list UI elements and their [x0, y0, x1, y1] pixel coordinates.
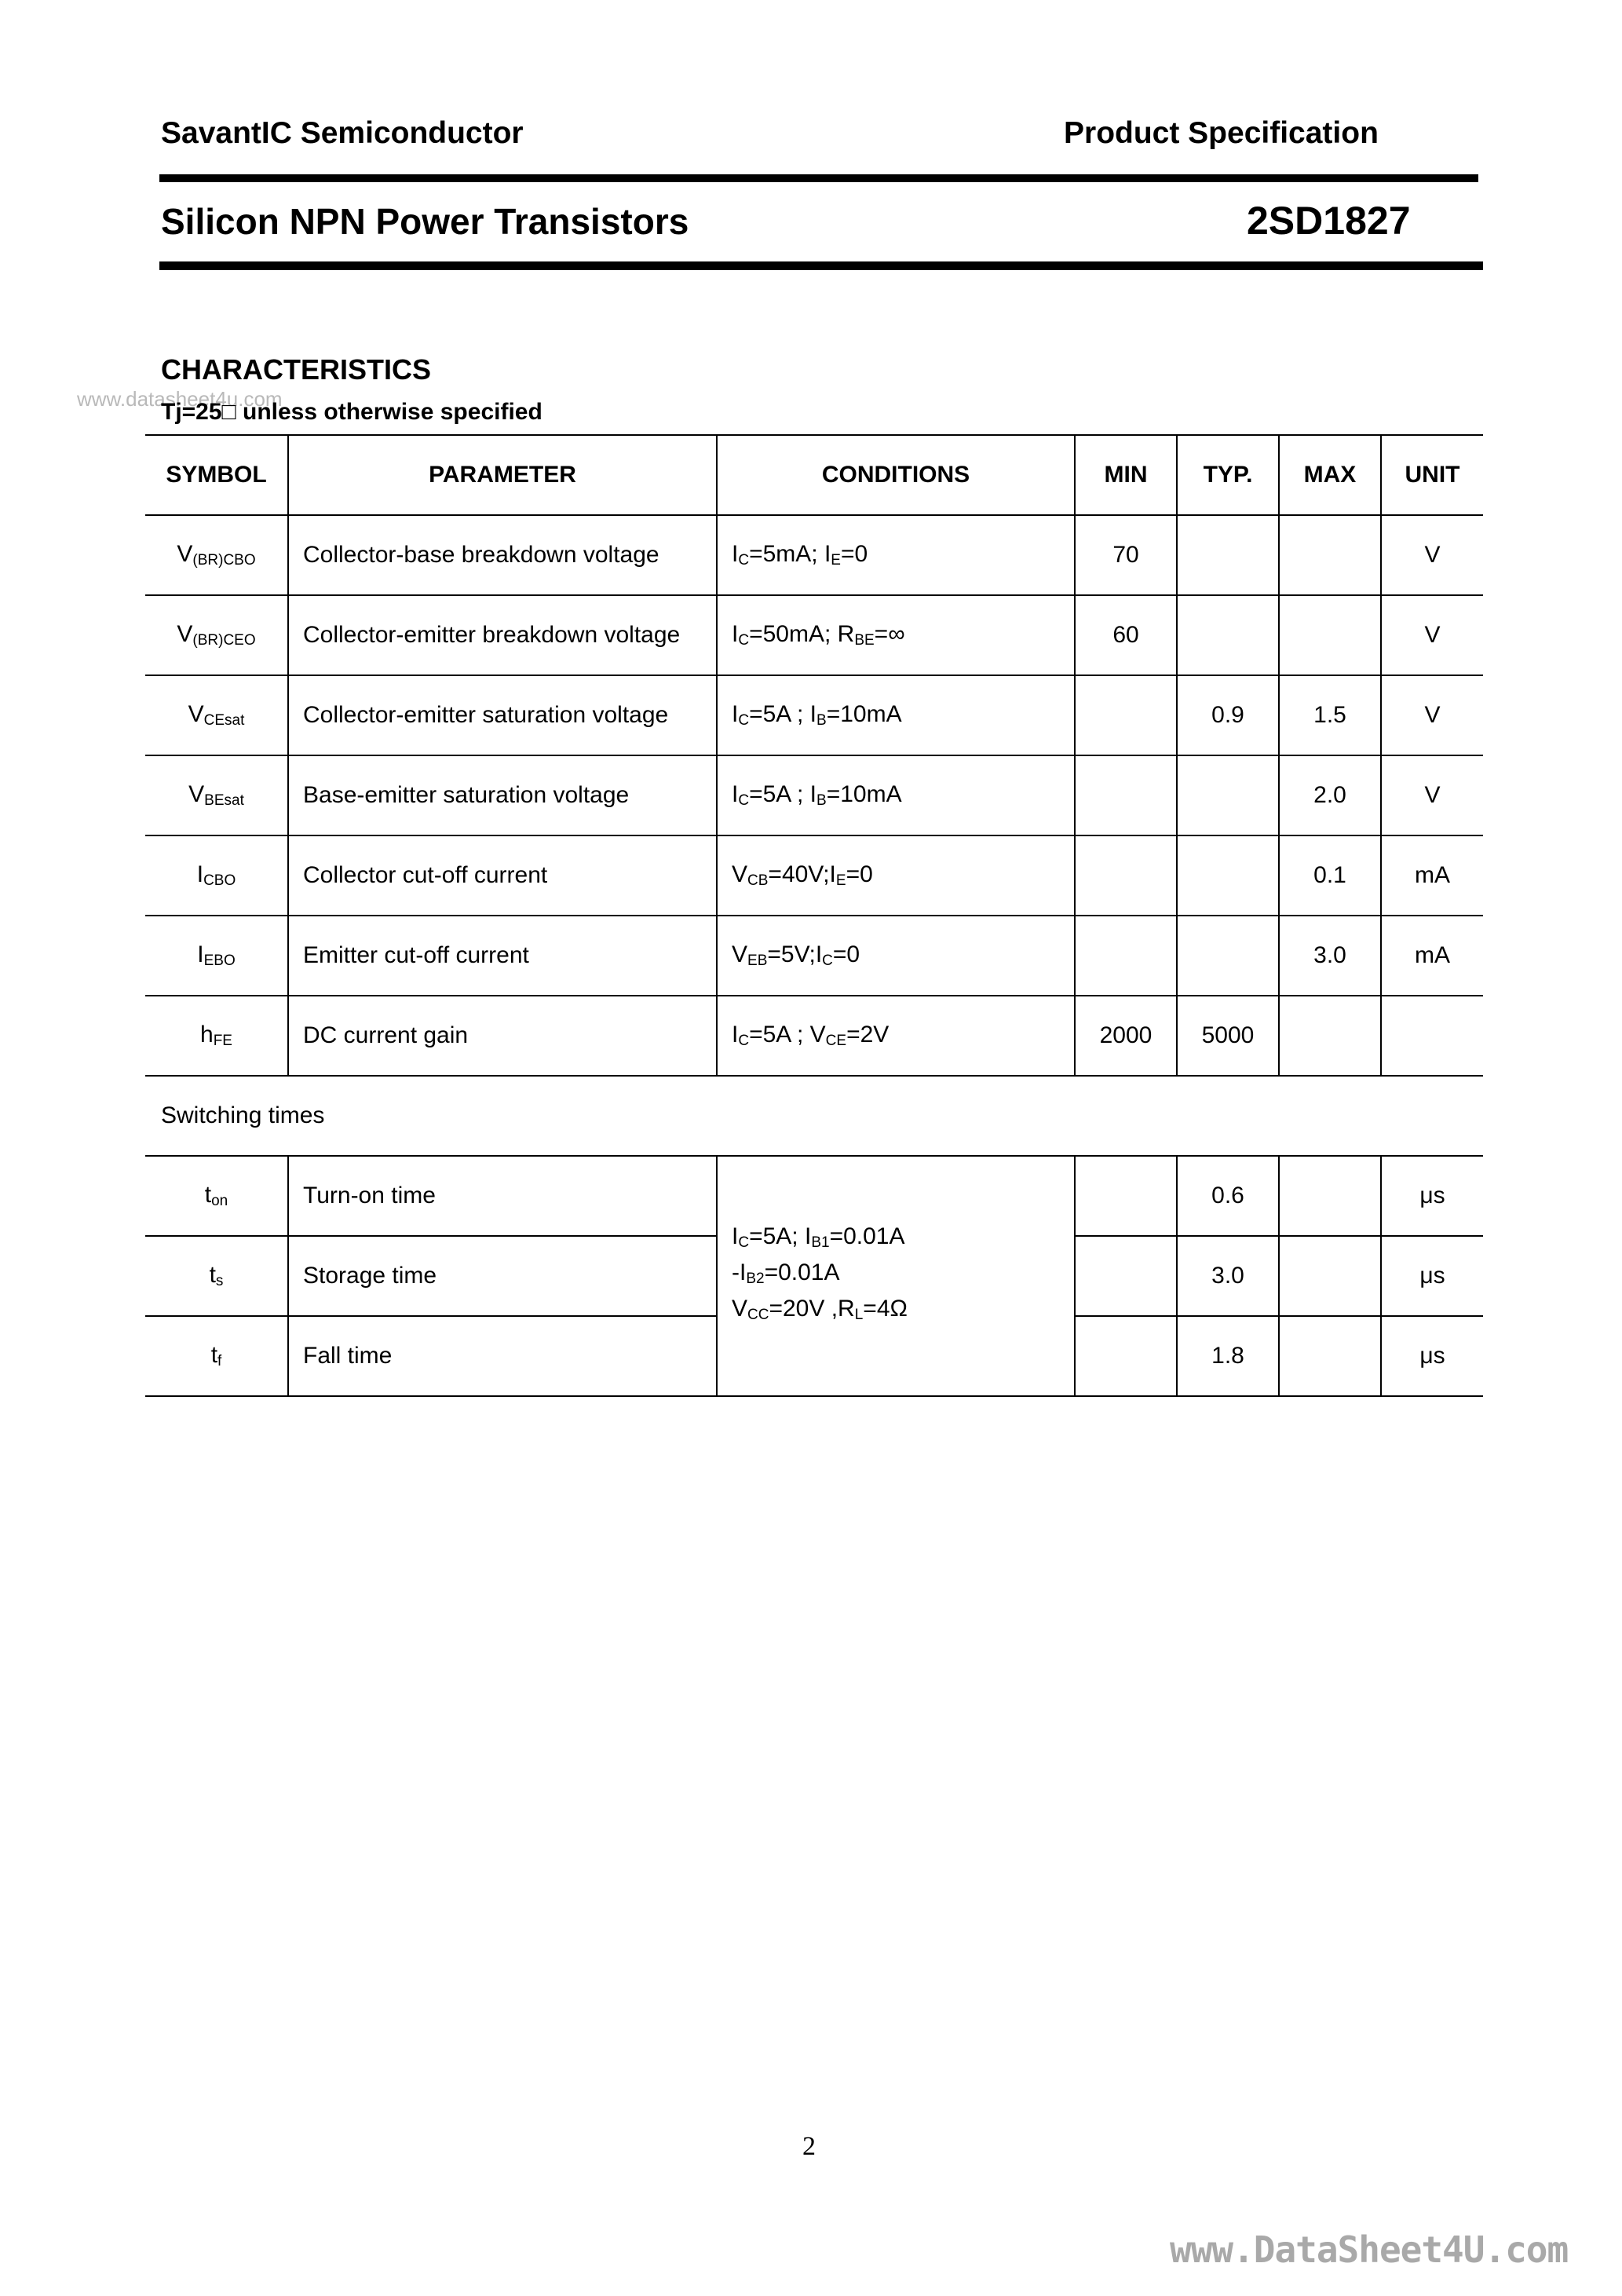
symbol-main: V [188, 701, 204, 727]
conditions-cell [717, 835, 1075, 916]
symbol-main: I [197, 941, 204, 967]
symbol-main: h [200, 1022, 214, 1047]
conditions-cell [717, 675, 1075, 755]
table-row [145, 916, 1483, 996]
typ-cell: 1.8 [1177, 1316, 1279, 1396]
footer-watermark[interactable]: www.DataSheet4U.com [1170, 2228, 1569, 2271]
header-rule-top [159, 174, 1478, 182]
table-row [145, 675, 1483, 755]
condition-subscript: CB [747, 872, 769, 889]
unit-cell: V [1381, 675, 1483, 755]
parameter-cell: Collector-base breakdown voltage [288, 515, 717, 595]
unit-cell: μs [1381, 1236, 1483, 1316]
max-cell [1279, 595, 1381, 675]
symbol-main: t [204, 1182, 212, 1208]
symbol-cell [145, 1236, 288, 1316]
condition-value: =2V [846, 1022, 890, 1047]
symbol-cell [145, 835, 288, 916]
condition-subscript: C [822, 952, 833, 969]
parameter-cell: Collector-emitter saturation voltage [288, 675, 717, 755]
typ-cell: 5000 [1177, 996, 1279, 1076]
condition-symbol: -I [732, 1260, 747, 1285]
max-cell: 2.0 [1279, 755, 1381, 835]
switching-times-row [145, 1076, 1483, 1156]
unit-cell: μs [1381, 1316, 1483, 1396]
symbol-subscript: f [217, 1353, 222, 1369]
product-title: Silicon NPN Power Transistors [161, 201, 689, 242]
max-cell: 1.5 [1279, 675, 1381, 755]
symbol-cell [145, 1156, 288, 1236]
unit-cell: mA [1381, 916, 1483, 996]
document-type: Product Specification [1064, 116, 1379, 150]
condition-subscript: CE [825, 1033, 847, 1049]
symbol-cell [145, 675, 288, 755]
condition-symbol: I [732, 541, 739, 567]
typ-cell [1177, 595, 1279, 675]
unit-cell: V [1381, 595, 1483, 675]
symbol-cell [145, 996, 288, 1076]
part-number: 2SD1827 [1247, 199, 1411, 243]
condition-subscript: B2 [746, 1270, 765, 1287]
condition-subscript: E [835, 872, 846, 889]
conditions-cell [717, 595, 1075, 675]
parameter-cell: DC current gain [288, 996, 717, 1076]
symbol-subscript: (BR)CEO [192, 632, 256, 649]
column-header: PARAMETER [288, 435, 717, 515]
min-cell [1075, 916, 1177, 996]
condition-subscript: C [738, 1234, 750, 1251]
parameter-cell: Storage time [288, 1236, 717, 1316]
min-cell [1075, 675, 1177, 755]
condition-value: =4Ω [863, 1296, 908, 1322]
typ-cell: 3.0 [1177, 1236, 1279, 1316]
min-cell: 60 [1075, 595, 1177, 675]
condition-line [732, 1258, 1074, 1294]
conditions-cell [717, 755, 1075, 835]
switching-times-label: Switching times [145, 1076, 1483, 1156]
unit-cell: mA [1381, 835, 1483, 916]
column-header: SYMBOL [145, 435, 288, 515]
symbol-cell [145, 1316, 288, 1396]
table-row [145, 996, 1483, 1076]
condition-value: =20V , [769, 1296, 838, 1322]
symbol-main: V [177, 541, 193, 567]
typ-cell [1177, 755, 1279, 835]
condition-subscript: CC [747, 1307, 769, 1323]
parameter-cell: Turn-on time [288, 1156, 717, 1236]
condition-symbol: V [732, 861, 748, 887]
header-rule-bottom [159, 261, 1483, 270]
parameter-cell: Fall time [288, 1316, 717, 1396]
condition-value: =50mA; [749, 621, 838, 647]
switching-conditions-cell [717, 1156, 1075, 1396]
page-number: 2 [802, 2132, 816, 2161]
max-cell: 0.1 [1279, 835, 1381, 916]
symbol-subscript: on [211, 1193, 228, 1209]
section-title: CHARACTERISTICS [161, 353, 432, 386]
condition-value: =40V; [768, 861, 830, 887]
max-cell [1279, 515, 1381, 595]
min-cell [1075, 1156, 1177, 1236]
condition-symbol: I [804, 1223, 812, 1249]
parameter-cell: Base-emitter saturation voltage [288, 755, 717, 835]
condition-subscript: L [854, 1307, 864, 1323]
column-header: UNIT [1381, 435, 1483, 515]
parameter-cell: Collector-emitter breakdown voltage [288, 595, 717, 675]
condition-symbol: I [824, 541, 831, 567]
min-cell [1075, 1236, 1177, 1316]
condition-symbol: I [732, 781, 739, 807]
company-name: SavantIC Semiconductor [161, 116, 524, 150]
condition-value: =5A ; [749, 1022, 810, 1047]
symbol-cell [145, 595, 288, 675]
symbol-main: I [196, 861, 204, 887]
condition-subscript: C [738, 792, 750, 809]
condition-symbol: V [732, 1296, 748, 1322]
typ-cell: 0.9 [1177, 675, 1279, 755]
symbol-cell [145, 515, 288, 595]
parameter-cell: Emitter cut-off current [288, 916, 717, 996]
table-row [145, 835, 1483, 916]
max-cell [1279, 1316, 1381, 1396]
condition-subscript: C [738, 712, 750, 729]
condition-subscript: B1 [811, 1234, 830, 1251]
condition-symbol: I [732, 621, 739, 647]
min-cell [1075, 835, 1177, 916]
min-cell [1075, 1316, 1177, 1396]
symbol-subscript: BEsat [204, 792, 244, 809]
conditions-cell [717, 916, 1075, 996]
max-cell [1279, 996, 1381, 1076]
condition-value: =5A; [749, 1223, 805, 1249]
symbol-subscript: EBO [203, 952, 236, 969]
unit-cell: μs [1381, 1156, 1483, 1236]
condition-symbol: I [815, 941, 823, 967]
min-cell: 2000 [1075, 996, 1177, 1076]
unit-cell: V [1381, 755, 1483, 835]
symbol-subscript: (BR)CBO [192, 552, 256, 569]
condition-symbol: I [809, 701, 816, 727]
condition-symbol: I [732, 701, 739, 727]
condition-symbol: I [732, 1022, 739, 1047]
condition-subscript: E [831, 552, 841, 569]
condition-note: Tj=25□ unless otherwise specified [161, 399, 542, 425]
max-cell: 3.0 [1279, 916, 1381, 996]
column-header: MAX [1279, 435, 1381, 515]
max-cell [1279, 1156, 1381, 1236]
conditions-cell [717, 996, 1075, 1076]
typ-cell [1177, 515, 1279, 595]
table-row [145, 755, 1483, 835]
condition-value: =0.01A [764, 1260, 840, 1285]
parameter-cell: Collector cut-off current [288, 835, 717, 916]
symbol-subscript: CEsat [203, 712, 245, 729]
watermark-link[interactable]: www.datasheet4u.com [77, 387, 283, 411]
conditions-cell [717, 515, 1075, 595]
condition-subscript: B [816, 712, 827, 729]
unit-cell [1381, 996, 1483, 1076]
condition-value: =0.01A [829, 1223, 905, 1249]
condition-symbol: R [837, 621, 855, 647]
condition-symbol: V [809, 1022, 826, 1047]
max-cell [1279, 1236, 1381, 1316]
condition-symbol: V [732, 941, 748, 967]
condition-value: =10mA [826, 701, 902, 727]
characteristics-table [145, 434, 1483, 1397]
symbol-main: t [210, 1342, 218, 1368]
condition-value: =0 [846, 861, 873, 887]
condition-subscript: C [738, 1033, 750, 1049]
condition-subscript: EB [747, 952, 768, 969]
symbol-main: V [177, 621, 193, 647]
symbol-cell [145, 916, 288, 996]
symbol-subscript: s [215, 1273, 224, 1289]
column-header: TYP. [1177, 435, 1279, 515]
table-row [145, 595, 1483, 675]
column-header: MIN [1075, 435, 1177, 515]
table-header-row [145, 435, 1483, 515]
typ-cell [1177, 835, 1279, 916]
condition-symbol: I [732, 1223, 739, 1249]
symbol-main: V [188, 781, 205, 807]
symbol-cell [145, 755, 288, 835]
table-row [145, 515, 1483, 595]
condition-value: =0 [840, 541, 868, 567]
table-row [145, 1156, 1483, 1236]
condition-value: =5V; [767, 941, 816, 967]
condition-value: =5A ; [749, 701, 810, 727]
condition-symbol: I [809, 781, 816, 807]
condition-line [732, 1222, 1074, 1258]
min-cell: 70 [1075, 515, 1177, 595]
condition-symbol: R [838, 1296, 855, 1322]
typ-cell [1177, 916, 1279, 996]
condition-subscript: C [738, 632, 750, 649]
condition-value: =∞ [874, 621, 905, 647]
condition-value: =10mA [826, 781, 902, 807]
unit-cell: V [1381, 515, 1483, 595]
condition-subscript: BE [854, 632, 875, 649]
symbol-subscript: FE [213, 1033, 232, 1049]
symbol-subscript: CBO [203, 872, 236, 889]
condition-value: =0 [832, 941, 860, 967]
condition-subscript: B [816, 792, 827, 809]
condition-line [732, 1294, 1074, 1330]
column-header: CONDITIONS [717, 435, 1075, 515]
symbol-main: t [209, 1262, 216, 1288]
condition-subscript: C [738, 552, 750, 569]
condition-value: =5A ; [749, 781, 810, 807]
condition-value: =5mA; [749, 541, 824, 567]
min-cell [1075, 755, 1177, 835]
typ-cell: 0.6 [1177, 1156, 1279, 1236]
condition-symbol: I [829, 861, 836, 887]
